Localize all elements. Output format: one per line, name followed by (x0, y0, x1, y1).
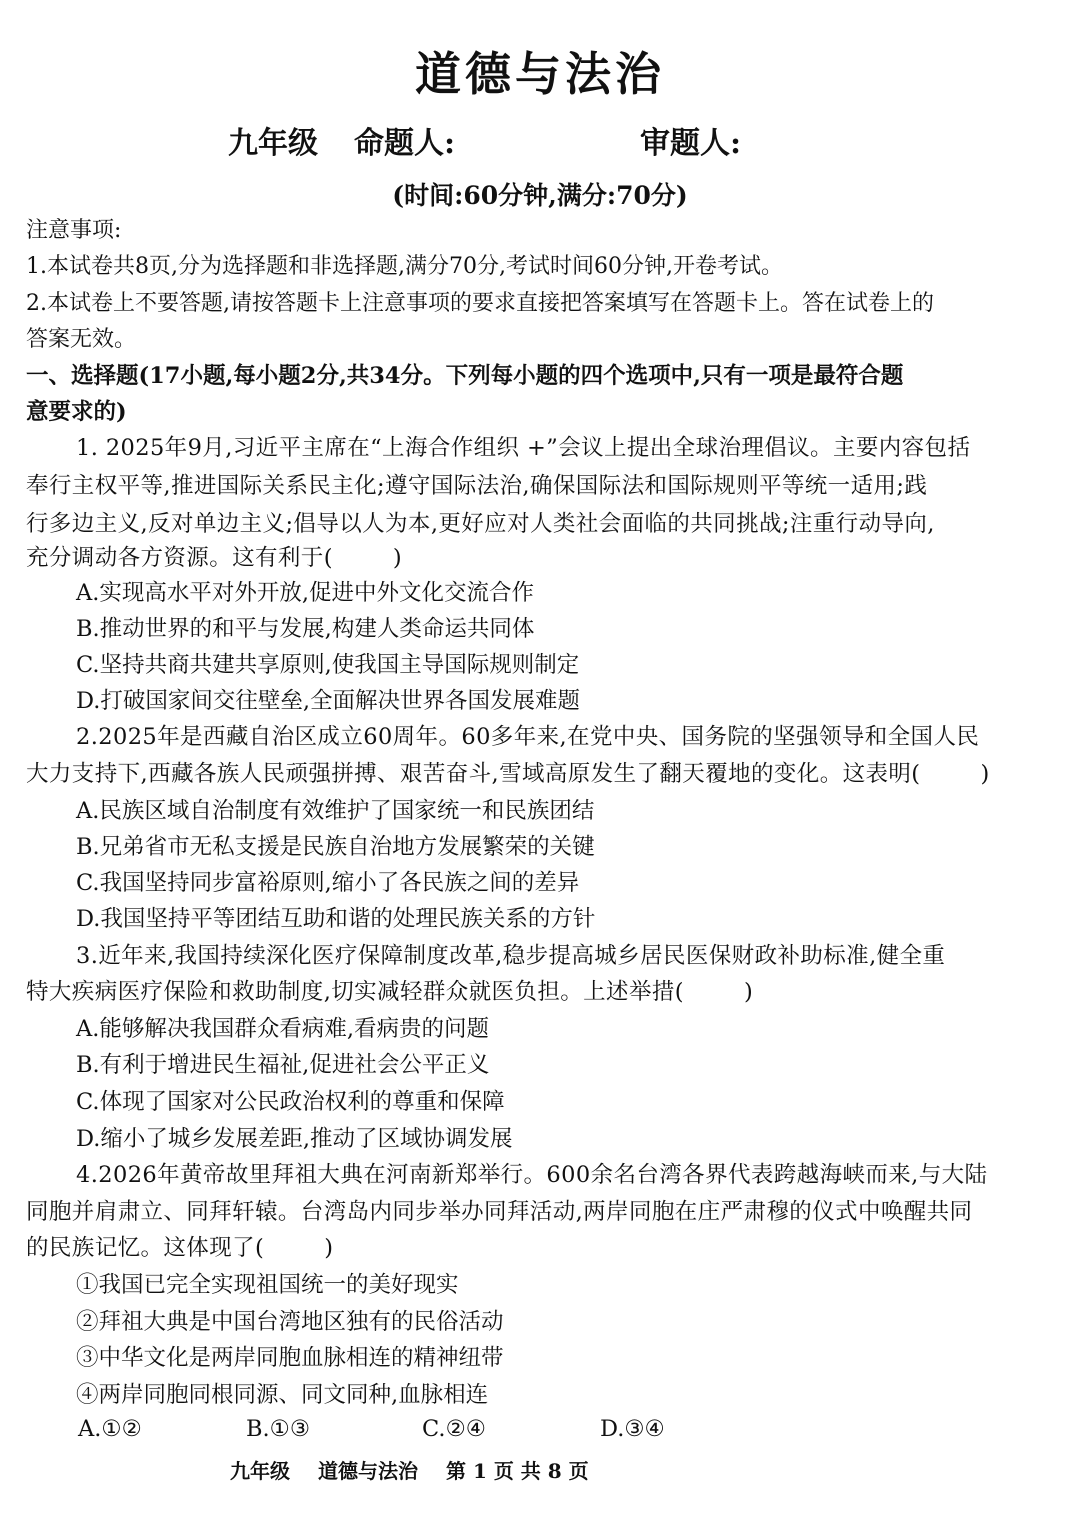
footer-page-number: 第 1 页 共 8 页 (446, 1459, 589, 1483)
question-3-stem-end: 特大疾病医疗保险和救助制度,切实减轻群众就医负担。上述举措( (26, 979, 684, 1005)
question-4-line-1: 4.2026年黄帝故里拜祖大典在河南新郑举行。600余名台湾各界代表跨越海峡而来,与大陆 (76, 1162, 988, 1188)
close-paren: ) (980, 761, 990, 787)
question-3-option-c: C.体现了国家对公民政治权利的尊重和保障 (76, 1089, 505, 1115)
question-2-line-2 (26, 759, 990, 789)
notes-item-2-line-2: 答案无效。 (26, 327, 137, 352)
question-4-option-a: A.①② (78, 1416, 142, 1442)
notes-item-1: 1.本试卷共8页,分为选择题和非选择题,满分70分,考试时间60分钟,开卷考试。 (26, 254, 783, 279)
section-heading-line-1: 一、选择题(17小题,每小题2分,共34分。下列每小题的四个选项中,只有一项是最符合题 (26, 363, 904, 389)
question-1-option-d: D.打破国家间交往壁垒,全面解决世界各国发展难题 (76, 688, 581, 714)
question-1-stem-end: 充分调动各方资源。这有利于( (26, 545, 333, 571)
question-1-option-b: B.推动世界的和平与发展,构建人类命运共同体 (76, 616, 535, 642)
question-1-line-2: 奉行主权平等,推进国际关系民主化;遵守国际法治,确保国际法和国际规则平等统一适用;践 (26, 473, 928, 499)
question-4-option-b: B.①③ (246, 1416, 311, 1442)
question-3-option-a: A.能够解决我国群众看病难,看病贵的问题 (76, 1016, 490, 1042)
close-paren: ) (392, 545, 403, 571)
question-2-option-d: D.我国坚持平等团结互助和谐的处理民族关系的方针 (76, 906, 596, 932)
question-4-statement-3: ③中华文化是两岸同胞血脉相连的精神纽带 (76, 1345, 504, 1371)
question-2-option-b: B.兄弟省市无私支援是民族自治地方发展繁荣的关键 (76, 834, 595, 860)
footer-grade: 九年级 (230, 1459, 290, 1483)
question-3-option-d: D.缩小了城乡发展差距,推动了区域协调发展 (76, 1126, 513, 1152)
author-label: 命题人: (354, 126, 456, 161)
question-4-statement-1: ①我国已完全实现祖国统一的美好现实 (76, 1272, 459, 1298)
question-4-line-2: 同胞并肩肃立、同拜轩辕。台湾岛内同步举办同拜活动,两岸同胞在庄严肃穆的仪式中唤醒共同 (26, 1199, 973, 1225)
question-3-line-1: 3.近年来,我国持续深化医疗保障制度改革,稳步提高城乡居民医保财政补助标准,健全重 (76, 943, 946, 969)
question-1-line-3: 行多边主义,反对单边主义;倡导以人为本,更好应对人类社会面临的共同挑战;注重行动导向, (26, 511, 935, 537)
exam-title: 道德与法治 (415, 47, 665, 101)
question-2-option-c: C.我国坚持同步富裕原则,缩小了各民族之间的差异 (76, 870, 580, 896)
question-4-option-d: D.③④ (600, 1416, 665, 1442)
question-4-line-3 (26, 1233, 333, 1263)
question-4-statement-2: ②拜祖大典是中国台湾地区独有的民俗活动 (76, 1309, 504, 1335)
question-1-option-c: C.坚持共商共建共享原则,使我国主导国际规则制定 (76, 652, 580, 678)
question-3-line-2 (26, 977, 753, 1007)
close-paren: ) (324, 1235, 334, 1261)
question-1-line-4 (26, 543, 402, 573)
section-heading-line-2: 意要求的) (26, 399, 127, 425)
question-2-line-1: 2.2025年是西藏自治区成立60周年。60多年来,在党中央、国务院的坚强领导和全国人民 (76, 724, 980, 750)
question-1-option-a: A.实现高水平对外开放,促进中外文化交流合作 (76, 580, 535, 606)
question-2-stem-end: 大力支持下,西藏各族人民顽强拼搏、艰苦奋斗,雪域高原发生了翻天覆地的变化。这表明( (26, 761, 921, 787)
question-1-line-1: 1. 2025年9月,习近平主席在“上海合作组织 +”会议上提出全球治理倡议。主要内容包括 (76, 435, 971, 461)
notes-item-2-line-1: 2.本试卷上不要答题,请按答题卡上注意事项的要求直接把答案填写在答题卡上。答在试卷上的 (26, 291, 934, 316)
question-4-stem-end: 的民族记忆。这体现了( (26, 1235, 265, 1261)
question-4-option-c: C.②④ (422, 1416, 486, 1442)
question-3-option-b: B.有利于增进民生福祉,促进社会公平正义 (76, 1052, 490, 1078)
page-footer (230, 1455, 617, 1484)
exam-meta: (时间:60分钟,满分:70分) (392, 181, 688, 210)
reviewer-label: 审题人: (640, 126, 742, 161)
close-paren: ) (743, 979, 754, 1005)
question-2-option-a: A.民族区域自治制度有效维护了国家统一和民族团结 (76, 798, 595, 824)
footer-subject: 道德与法治 (318, 1459, 418, 1483)
grade-label: 九年级 (228, 126, 318, 161)
notes-heading: 注意事项: (26, 218, 122, 243)
question-4-statement-4: ④两岸同胞同根同源、同文同种,血脉相连 (76, 1382, 489, 1408)
question-4-choices (78, 1416, 778, 1448)
